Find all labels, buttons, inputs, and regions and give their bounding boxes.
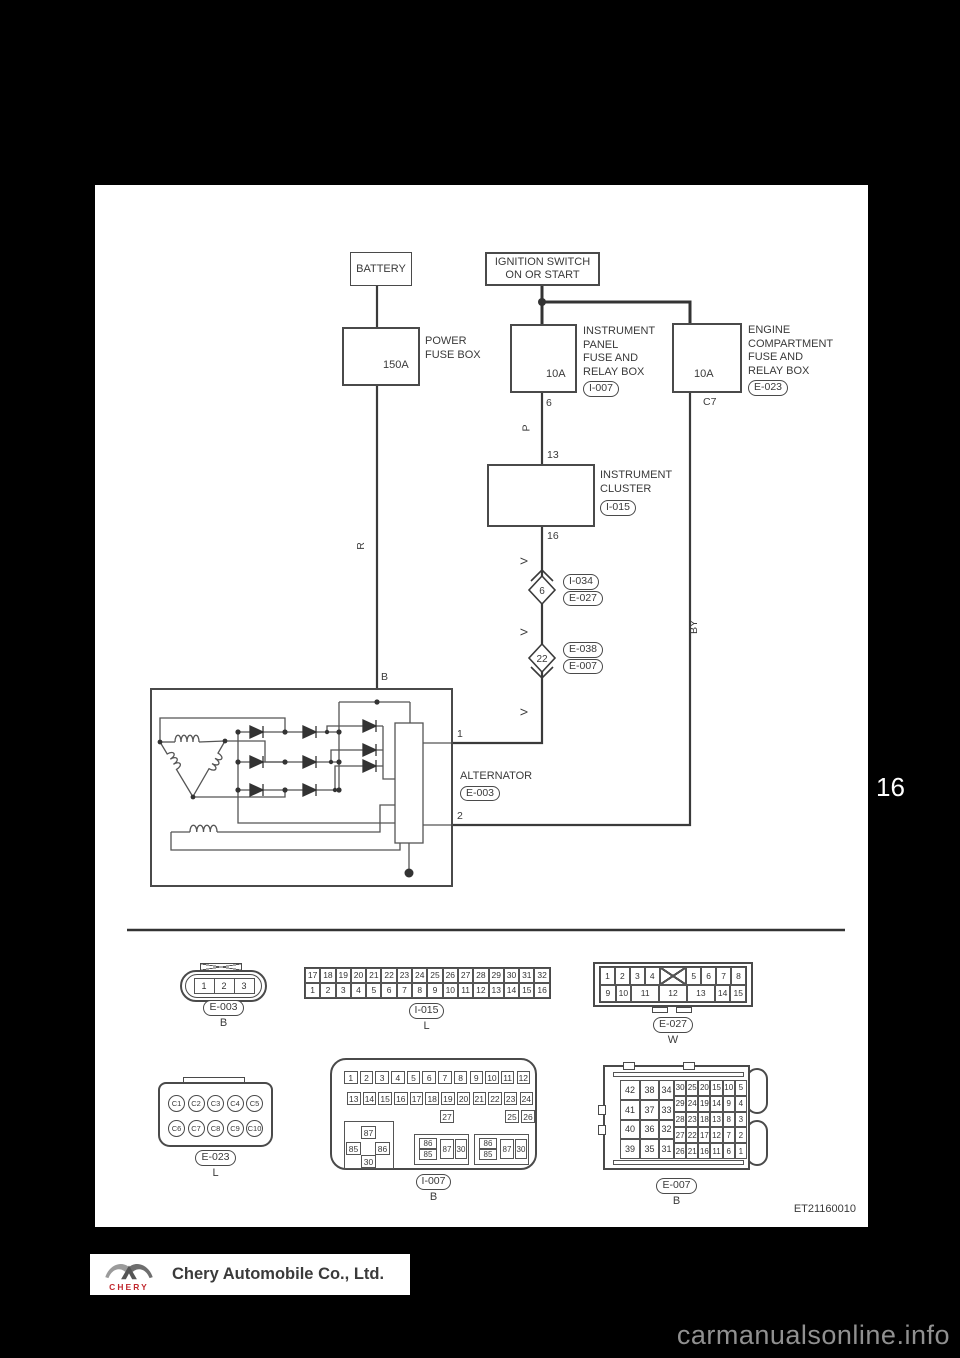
- pin-cell: 25: [686, 1080, 698, 1096]
- pin-cell: 38: [640, 1080, 659, 1100]
- i007-color: B: [429, 1190, 438, 1203]
- fuse-cell: 15: [378, 1092, 392, 1105]
- power-fuse-box-label: POWER FUSE BOX: [425, 335, 481, 361]
- e007-bottom-bar: [613, 1160, 744, 1165]
- instrument-cluster-label: INSTRUMENT CLUSTER I-015: [600, 469, 672, 516]
- pin-cell: 8: [731, 967, 746, 985]
- e007-ref: E-007: [656, 1178, 696, 1194]
- pin-cell: 26: [443, 968, 458, 983]
- fuse-cell-27: 27: [440, 1110, 454, 1123]
- wire-label-v2: V: [518, 628, 531, 636]
- e027-inner-shell: [599, 966, 747, 1003]
- ref-i034: I-034: [563, 574, 599, 590]
- pin-cell: 3: [630, 967, 645, 985]
- fuse-cell: 20: [457, 1092, 471, 1105]
- pin-16: 16: [547, 530, 559, 542]
- pin-cell: 10: [443, 983, 458, 998]
- fuse-cell: 6: [422, 1071, 436, 1084]
- pin-cell: 1: [600, 967, 615, 985]
- ignition-line1: IGNITION SWITCH: [494, 256, 591, 268]
- e003-footer: [180, 1000, 267, 1029]
- e007-hook2: [598, 1125, 606, 1135]
- fuse-cell: 2: [360, 1071, 374, 1084]
- wire-label-b: B: [381, 671, 389, 683]
- pin-cell: 15: [730, 985, 746, 1003]
- pin-cell: 22: [381, 968, 396, 983]
- pin-cell: 13: [687, 985, 715, 1003]
- pin-cell: 7: [716, 967, 731, 985]
- pin-cell: 4: [735, 1096, 747, 1112]
- pin-cell: C2: [188, 1095, 205, 1112]
- company-name: Chery Automobile Co., Ltd.: [172, 1265, 385, 1283]
- pin-cell: 14: [504, 983, 519, 998]
- e007-left-grid: [620, 1080, 674, 1159]
- pin-cell: 9: [427, 983, 442, 998]
- pin-cell: C1: [168, 1095, 185, 1112]
- junction-22-refs: [563, 642, 603, 674]
- pin-cell: 11: [710, 1143, 722, 1159]
- pin-cell: 8: [723, 1112, 735, 1128]
- i007-fuse-row1: [344, 1071, 530, 1084]
- alternator-pin-1: 1: [457, 728, 463, 740]
- pin-cell: 2: [214, 978, 235, 994]
- wire-label-r: R: [354, 542, 367, 550]
- power-fuse-box: [342, 327, 420, 386]
- pin-cell: 5: [366, 983, 381, 998]
- fuse-cell: 24: [520, 1092, 534, 1105]
- fuse-cell: 4: [391, 1071, 405, 1084]
- e023-color: L: [212, 1166, 219, 1179]
- pin-cell: 2: [320, 983, 335, 998]
- pin-cell: 15: [710, 1080, 722, 1096]
- pin-cell: 14: [710, 1096, 722, 1112]
- power-fuse-rating: 150A: [383, 359, 409, 371]
- i007-ref: I-007: [416, 1174, 452, 1190]
- page-number: 16: [876, 772, 905, 802]
- pin-cell: 10: [723, 1080, 735, 1096]
- pin-cell: 2: [735, 1127, 747, 1143]
- pin-cell: 27: [674, 1127, 686, 1143]
- ignition-line2: ON OR START: [505, 269, 580, 281]
- fuse-cell: 5: [407, 1071, 421, 1084]
- ref-e023: E-023: [748, 380, 788, 396]
- i007-fuse-row2: [347, 1092, 533, 1105]
- e007-color: B: [672, 1194, 681, 1207]
- chery-logo-text: CHERY: [109, 1281, 149, 1292]
- pin-cell: 29: [674, 1096, 686, 1112]
- pin-cell: 23: [686, 1112, 698, 1128]
- pin-cell: 17: [305, 968, 320, 983]
- pin-cell: C5: [246, 1095, 263, 1112]
- e027-footer: [593, 1017, 753, 1046]
- e003-pin-row: [194, 978, 254, 994]
- svg-text:6: 6: [539, 586, 545, 597]
- e003-inner-shell: [185, 974, 262, 998]
- pin-cell: 30: [504, 968, 519, 983]
- fuse-cell: 9: [470, 1071, 484, 1084]
- pin-cell: 25: [427, 968, 442, 983]
- i007-footer: [330, 1174, 537, 1203]
- fuse-cell: 19: [441, 1092, 455, 1105]
- alternator-pin-2: 2: [457, 810, 463, 822]
- pin-cell: 31: [519, 968, 534, 983]
- pin-cell: 32: [659, 1120, 674, 1140]
- fuse-cell: 23: [504, 1092, 518, 1105]
- pin-cell: 42: [620, 1080, 640, 1100]
- pin-cell: C7: [188, 1120, 205, 1137]
- e023-footer: [158, 1150, 273, 1179]
- wire-label-p: P: [520, 424, 533, 432]
- junction-6-refs: [563, 574, 603, 606]
- pin-cell: 12: [659, 985, 687, 1003]
- ref-e003: E-003: [460, 786, 500, 802]
- i007-relay-cross: 87 85 86 30: [344, 1121, 394, 1169]
- pin-cell: 17: [698, 1127, 710, 1143]
- svg-text:22: 22: [536, 654, 548, 665]
- pin-cell: 21: [686, 1143, 698, 1159]
- pin-cell: C10: [246, 1120, 263, 1137]
- ref-i015: I-015: [600, 500, 636, 516]
- pin-cell: 39: [620, 1139, 640, 1159]
- fuse-cell: 8: [454, 1071, 468, 1084]
- wire-label-v1: V: [518, 557, 531, 565]
- e027-tab-left: [652, 1007, 668, 1013]
- pin-cell: 19: [698, 1096, 710, 1112]
- chery-logo: [100, 1257, 158, 1293]
- instrument-fuse-rating: 10A: [546, 368, 566, 380]
- pin-cell: 20: [698, 1080, 710, 1096]
- pin-cell: [660, 967, 687, 985]
- connector-i007: [330, 1058, 537, 1170]
- i015-ref: I-015: [409, 1003, 445, 1019]
- connector-e003: [180, 970, 267, 1002]
- pin-cell: 14: [715, 985, 731, 1003]
- pin-cell: 8: [412, 983, 427, 998]
- pin-cell: 9: [600, 985, 616, 1003]
- e027-ref: E-027: [653, 1017, 693, 1033]
- instrument-panel-box-label: INSTRUMENT PANEL FUSE AND RELAY BOX I-007: [583, 325, 655, 397]
- diagram-code: ET21160010: [793, 1203, 856, 1215]
- pin-cell: 18: [320, 968, 335, 983]
- fuse-cell: 18: [425, 1092, 439, 1105]
- pin-cell: 6: [381, 983, 396, 998]
- i015-footer: [304, 1003, 549, 1032]
- pin-cell: 20: [351, 968, 366, 983]
- e007-right-grid: [674, 1080, 747, 1159]
- battery-label: BATTERY: [356, 262, 406, 275]
- pin-cell: 34: [659, 1080, 674, 1100]
- pin-cell: 10: [616, 985, 632, 1003]
- pin-6: 6: [546, 397, 552, 409]
- pin-cell: 19: [336, 968, 351, 983]
- fuse-cell: 17: [410, 1092, 424, 1105]
- fuse-cell: 12: [517, 1071, 531, 1084]
- pin-cell: 16: [534, 983, 549, 998]
- pin-cell: 31: [659, 1139, 674, 1159]
- pin-cell: 15: [519, 983, 534, 998]
- fuse-cell: 13: [347, 1092, 361, 1105]
- pin-cell: 1: [305, 983, 320, 998]
- pin-cell: 12: [710, 1127, 722, 1143]
- e003-color: B: [219, 1016, 228, 1029]
- pin-cell: 41: [620, 1100, 640, 1120]
- alternator-label: ALTERNATOR E-003: [460, 770, 532, 801]
- fuse-cell-25: 25: [505, 1110, 519, 1123]
- connector-e027: [593, 962, 753, 1007]
- pin-cell: 12: [473, 983, 488, 998]
- pin-cell: 22: [686, 1127, 698, 1143]
- pin-13: 13: [547, 449, 559, 461]
- ref-e027: E-027: [563, 591, 603, 607]
- fuse-cell-26: 26: [521, 1110, 535, 1123]
- fuse-cell: 10: [485, 1071, 499, 1084]
- pin-cell: 3: [735, 1112, 747, 1128]
- pin-cell: 7: [397, 983, 412, 998]
- pin-cell: 1: [735, 1143, 747, 1159]
- pin-c7: C7: [703, 396, 717, 408]
- e007-top-bar: [613, 1072, 744, 1077]
- pin-cell: 6: [723, 1143, 735, 1159]
- pin-cell: 18: [698, 1112, 710, 1128]
- pin-cell: 16: [698, 1143, 710, 1159]
- pin-cell: 40: [620, 1120, 640, 1140]
- pin-cell: 5: [686, 967, 701, 985]
- e023-ref: E-023: [195, 1150, 235, 1166]
- pin-cell: 27: [458, 968, 473, 983]
- pin-cell: 13: [489, 983, 504, 998]
- e007-hook1: [598, 1105, 606, 1115]
- pin-cell: 2: [615, 967, 630, 985]
- pin-cell: C8: [207, 1120, 224, 1137]
- e007-tab-top1: [623, 1062, 635, 1070]
- ignition-switch-box: [485, 252, 600, 286]
- i007-relay-b: 86 85 87 30: [474, 1134, 529, 1165]
- pin-cell: 36: [640, 1120, 659, 1140]
- pin-cell: 4: [351, 983, 366, 998]
- pin-cell: 9: [723, 1096, 735, 1112]
- pin-cell: 23: [397, 968, 412, 983]
- e023-pin-grid: [168, 1095, 266, 1145]
- wire-label-by: BY: [688, 619, 701, 635]
- pin-cell: 5: [735, 1080, 747, 1096]
- e007-tab-top2: [683, 1062, 695, 1070]
- pin-cell: 21: [366, 968, 381, 983]
- ref-e007: E-007: [563, 659, 603, 675]
- fuse-cell: 11: [501, 1071, 515, 1084]
- diagram-sheet: [95, 185, 868, 1227]
- pin-cell: C6: [168, 1120, 185, 1137]
- junction-6-diamond: [529, 570, 555, 604]
- pin-cell: C4: [227, 1095, 244, 1112]
- instrument-cluster-box: [487, 464, 595, 527]
- connector-i015: [304, 967, 551, 999]
- fuse-cell: 21: [473, 1092, 487, 1105]
- connector-e007: [603, 1065, 750, 1170]
- pin-cell: 3: [234, 978, 255, 994]
- pin-cell: 4: [645, 967, 660, 985]
- i015-color: L: [423, 1019, 430, 1032]
- fuse-cell: 1: [344, 1071, 358, 1084]
- pin-cell: 33: [659, 1100, 674, 1120]
- pin-cell: 28: [473, 968, 488, 983]
- pin-cell: 26: [674, 1143, 686, 1159]
- fuse-cell: 16: [394, 1092, 408, 1105]
- e007-footer: [603, 1178, 750, 1207]
- pin-cell: 24: [686, 1096, 698, 1112]
- pin-cell: 28: [674, 1112, 686, 1128]
- fuse-cell: 22: [488, 1092, 502, 1105]
- e027-color: W: [667, 1033, 679, 1046]
- pin-cell: C3: [207, 1095, 224, 1112]
- pin-cell: 29: [489, 968, 504, 983]
- e027-tab-right: [676, 1007, 692, 1013]
- pin-cell: 7: [723, 1127, 735, 1143]
- engine-fuse-rating: 10A: [694, 368, 714, 380]
- i007-relay-a: 86 85 87 30: [414, 1134, 469, 1165]
- pin-cell: 13: [710, 1112, 722, 1128]
- footer-bar: [90, 1254, 410, 1295]
- fuse-cell: 7: [438, 1071, 452, 1084]
- ref-i007: I-007: [583, 381, 619, 397]
- pin-cell: 32: [534, 968, 549, 983]
- pin-cell: 35: [640, 1139, 659, 1159]
- alternator-box: [150, 688, 453, 887]
- battery-box: [350, 252, 412, 286]
- e027-row-bottom: [600, 985, 746, 1003]
- pin-cell: 11: [631, 985, 659, 1003]
- fuse-cell: 3: [375, 1071, 389, 1084]
- pin-cell: C9: [227, 1120, 244, 1137]
- engine-box-label: ENGINE COMPARTMENT FUSE AND RELAY BOX E-023: [748, 324, 833, 396]
- e003-ref: E-003: [203, 1000, 243, 1016]
- pin-cell: 37: [640, 1100, 659, 1120]
- connector-e023: [158, 1082, 273, 1147]
- e027-row-top: [600, 967, 746, 985]
- pin-cell: 6: [701, 967, 716, 985]
- pin-cell: 1: [194, 978, 215, 994]
- junction-22-diamond: [529, 644, 555, 678]
- engine-compartment-fuse-box: [672, 323, 742, 393]
- ref-e038: E-038: [563, 642, 603, 658]
- pin-cell: 24: [412, 968, 427, 983]
- pin-cell: 11: [458, 983, 473, 998]
- watermark: carmanualsonline.info: [676, 1320, 950, 1350]
- pin-cell: 30: [674, 1080, 686, 1096]
- fuse-cell: 14: [363, 1092, 377, 1105]
- pin-cell: 3: [336, 983, 351, 998]
- wire-label-v3: V: [518, 708, 531, 716]
- instrument-panel-fuse-box: [510, 324, 577, 393]
